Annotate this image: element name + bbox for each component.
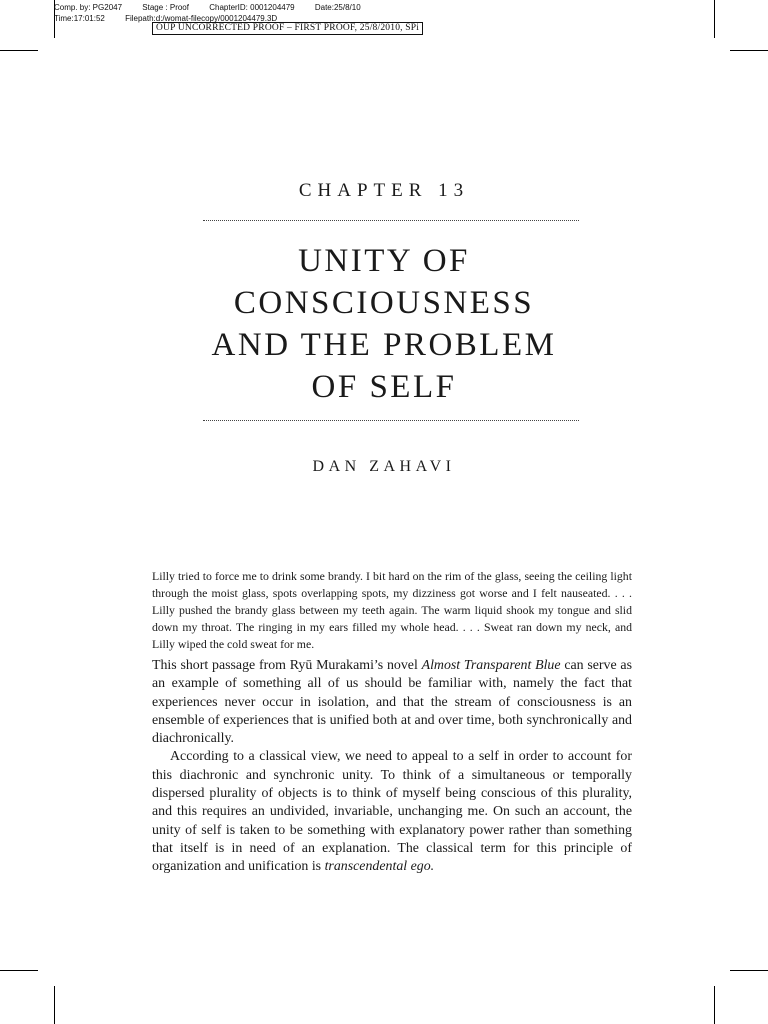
chapter-title-line: AND THE PROBLEM [211,327,557,363]
crop-mark-top-right-vertical [714,0,715,38]
time: Time:17:01:52 [54,14,105,23]
paragraph-1-text-b: can serve as an example of something all of us should be familiar with, namely the fact that experiences never occur in isolation, and that the stream of consciousness is an ensemble of experiences that is unified both at and over time, both synchronically and diachronically. [152,658,632,747]
crop-mark-top-right-horizontal [730,50,768,51]
date: Date:25/8/10 [314,3,361,12]
dotted-rule-top [203,220,579,221]
body-text [152,657,632,877]
stage: Stage : Proof [142,3,189,12]
filepath: Filepath:d:/womat-filecopy/0001204479.3D [125,14,278,23]
crop-mark-bottom-right-vertical [714,986,715,1024]
chapter-title [0,240,768,408]
chapter-title-line: UNITY OF [298,243,470,279]
epigraph: Lilly tried to force me to drink some brandy. I bit hard on the rim of the glass, seeing the ceiling light through the moist glass, spots overlapping spots, my dizziness got worse and I felt nauseated. . . . Lilly pushed the brandy glass between my teeth again. The warm liquid shook my tongue and slid down my throat. The ringing in my ears filled my whole head. . . . Sweat ran down my neck, and Lilly wiped the cold sweat for me. [152,569,632,651]
crop-mark-bottom-right-horizontal [730,970,768,971]
term-transcendental-ego: transcendental ego. [324,859,435,875]
paragraph-2 [152,748,632,876]
paragraph-1-text-a: This short passage from Ryū Murakami’s novel [152,658,422,673]
crop-mark-top-left-horizontal [0,50,38,51]
comp-by: Comp. by: PG2047 [54,3,123,12]
chapter-title-line: CONSCIOUSNESS [233,285,535,321]
novel-title: Almost Transparent Blue [421,658,561,673]
dotted-rule-bottom [203,420,579,421]
author-name: DAN ZAHAVI [312,458,456,475]
proof-metadata [54,2,379,24]
chapter-title-line: OF SELF [311,369,457,405]
chapter-label: CHAPTER 13 [298,180,470,201]
crop-mark-bottom-left-vertical [54,986,55,1024]
proof-notice: OUP UNCORRECTED PROOF – FIRST PROOF, 25/8/2010, SPi [152,22,423,35]
paragraph-1 [152,657,632,748]
paragraph-2-text-a: According to a classical view, we need to appeal to a self in order to account for this diachronic and synchronic unity. To think of a simultaneous or temporally dispersed plurality of objects is to think of myself being conscious of this plurality, and this requires an undivided, invariable, unchanging me. On such an account, the unity of self is taken to be something with explanatory power rather than something that itself is in need of an explanation. The classical term for this principle of organization and unification is [152,749,632,875]
chapter-id: ChapterID: 0001204479 [209,3,295,12]
crop-mark-bottom-left-horizontal [0,970,38,971]
